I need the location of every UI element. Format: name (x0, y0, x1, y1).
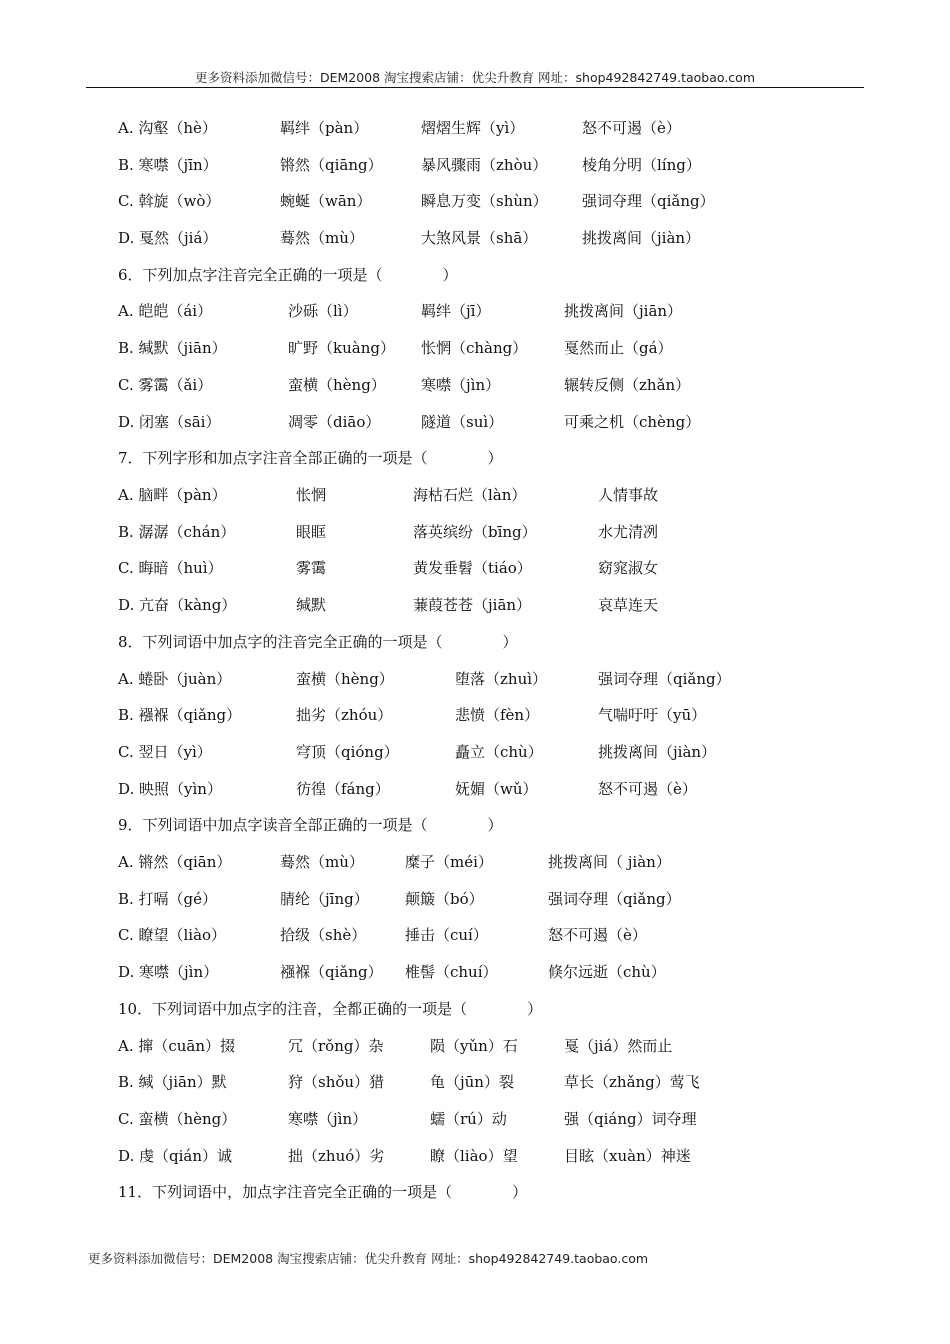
option-item: 戛然而止（gá） (564, 339, 673, 357)
option-item: 妩媚（wǔ） (455, 780, 538, 798)
option-row (0, 117, 950, 143)
option-item: 强（qiáng）词夺理 (564, 1110, 697, 1128)
option-item-labeled: B. 缄默（jiān） (118, 339, 227, 357)
option-item-labeled: B. 潺潺（chán） (118, 523, 236, 541)
option-item: 人情事故 (598, 486, 659, 504)
option-item-labeled: C. 斡旋（wò） (118, 192, 221, 210)
option-item-labeled: A. 蜷卧（juàn） (118, 670, 232, 688)
option-item: 草长（zhǎng）莺飞 (564, 1073, 700, 1091)
option-row (0, 704, 950, 730)
option-row (0, 227, 950, 253)
option-item-labeled: A. 沟壑（hè） (118, 119, 217, 137)
question-text (118, 447, 503, 468)
option-item: 强词夺理（qiǎng） (548, 890, 681, 908)
option-item: 襁褓（qiǎng） (280, 963, 383, 981)
option-item: 蠕（rú）动 (430, 1110, 507, 1128)
option-item: 拙（zhuó）劣 (288, 1147, 385, 1165)
option-item: 蜿蜒（wān） (280, 192, 372, 210)
option-item: 缄默 (296, 596, 327, 614)
option-item: 挑拨离间（jiàn） (582, 229, 701, 247)
option-item: 捶击（cuí） (405, 926, 488, 944)
option-item: 可乘之机（chèng） (564, 413, 701, 431)
option-item: 倏尔远逝（chù） (548, 963, 666, 981)
option-item-labeled: D. 亢奋（kàng） (118, 596, 237, 614)
option-row (0, 668, 950, 694)
option-row (0, 337, 950, 363)
question-stem (0, 264, 950, 290)
option-item: 蛮横（hèng） (288, 376, 386, 394)
option-item: 黄发垂髫（tiáo） (413, 559, 532, 577)
option-row (0, 190, 950, 216)
question-text (118, 1181, 527, 1202)
option-item-labeled: A. 脑畔（pàn） (118, 486, 227, 504)
option-row (0, 374, 950, 400)
option-item: 椎髻（chuí） (405, 963, 498, 981)
option-item: 隧道（suì） (421, 413, 504, 431)
option-item: 戛（jiá）然而止 (564, 1037, 673, 1055)
option-item: 锵然（qiāng） (280, 156, 383, 174)
option-item: 蒹葭苍苍（jiān） (413, 596, 532, 614)
question-prompt: 9．下列词语中加点字读音全部正确的一项是（ (118, 816, 428, 834)
option-item: 强词夺理（qiǎng） (582, 192, 715, 210)
question-paren-close: ） (502, 633, 518, 651)
question-prompt: 7．下列字形和加点字注音全部正确的一项是（ (118, 449, 428, 467)
option-item: 颠簸（bó） (405, 890, 484, 908)
option-item-labeled: D. 戛然（jiá） (118, 229, 218, 247)
option-item-labeled: C. 瞭望（liào） (118, 926, 227, 944)
question-prompt: 11．下列词语中，加点字注音完全正确的一项是（ (118, 1183, 453, 1201)
question-paren-close: ） (442, 266, 458, 284)
option-row (0, 411, 950, 437)
question-text (118, 814, 503, 835)
option-item-labeled: C. 晦暗（huì） (118, 559, 223, 577)
option-item: 凋零（diāo） (288, 413, 381, 431)
option-item-labeled: B. 缄（jiān）默 (118, 1073, 227, 1091)
option-item: 蛮横（hèng） (296, 670, 394, 688)
option-item: 寒噤（jìn） (421, 376, 501, 394)
option-row (0, 888, 950, 914)
option-item: 狩（shǒu）猎 (288, 1073, 385, 1091)
option-item-labeled: A. 皑皑（ái） (118, 302, 213, 320)
option-item: 棱角分明（líng） (582, 156, 701, 174)
option-item: 拙劣（zhóu） (296, 706, 393, 724)
option-item: 蓦然（mù） (280, 229, 364, 247)
option-item-labeled: C. 雾霭（ǎi） (118, 376, 213, 394)
option-item: 海枯石烂（làn） (413, 486, 527, 504)
option-row (0, 1071, 950, 1097)
option-item-labeled: B. 寒噤（jīn） (118, 156, 218, 174)
option-item-labeled: A. 撺（cuān）掇 (118, 1037, 236, 1055)
option-row (0, 778, 950, 804)
option-row (0, 521, 950, 547)
option-item: 窈窕淑女 (598, 559, 659, 577)
option-item: 瞭（liào）望 (430, 1147, 518, 1165)
option-item: 落英缤纷（bīng） (413, 523, 537, 541)
option-item: 彷徨（fáng） (296, 780, 390, 798)
option-item: 穹顶（qióng） (296, 743, 399, 761)
option-row (0, 484, 950, 510)
question-stem (0, 631, 950, 657)
option-item: 龟（jūn）裂 (430, 1073, 514, 1091)
option-item: 羁绊（jī） (421, 302, 491, 320)
option-item: 蓦然（mù） (280, 853, 364, 871)
option-item: 大煞风景（shā） (421, 229, 538, 247)
option-item-labeled: D. 虔（qián）诚 (118, 1147, 233, 1165)
header-rule (86, 87, 864, 88)
question-paren-close: ） (527, 1000, 543, 1018)
option-item: 熠熠生辉（yì） (421, 119, 525, 137)
option-item: 挑拨离间（jiàn） (598, 743, 717, 761)
option-item-labeled: A. 锵然（qiān） (118, 853, 232, 871)
question-stem (0, 998, 950, 1024)
question-prompt: 8．下列词语中加点字的注音完全正确的一项是（ (118, 633, 443, 651)
option-item: 怅惘（chàng） (421, 339, 528, 357)
option-item: 辗转反侧（zhǎn） (564, 376, 691, 394)
option-item: 腈纶（jīng） (280, 890, 369, 908)
page-footer: 更多资料添加微信号：DEM2008 淘宝搜索店铺：优尖升教育 网址：shop492842749.taobao.com (88, 1251, 649, 1266)
option-item-labeled: D. 映照（yìn） (118, 780, 222, 798)
option-item-labeled: D. 寒噤（jìn） (118, 963, 219, 981)
option-row (0, 961, 950, 987)
option-item: 矗立（chù） (455, 743, 543, 761)
option-item: 眼眶 (296, 523, 327, 541)
option-item: 怅惘 (296, 486, 327, 504)
option-item: 冗（rǒng）杂 (288, 1037, 384, 1055)
question-text (118, 631, 518, 652)
option-item: 堕落（zhuì） (455, 670, 548, 688)
option-row (0, 154, 950, 180)
option-row (0, 1035, 950, 1061)
page-header: 更多资料添加微信号：DEM2008 淘宝搜索店铺：优尖升教育 网址：shop492842749.taobao.com (194, 70, 756, 85)
option-row (0, 1145, 950, 1171)
option-item: 目眩（xuàn）神迷 (564, 1147, 691, 1165)
question-stem (0, 1181, 950, 1207)
option-row (0, 557, 950, 583)
option-item: 旷野（kuàng） (288, 339, 395, 357)
question-prompt: 10．下列词语中加点字的注音，全都正确的一项是（ (118, 1000, 468, 1018)
option-row (0, 851, 950, 877)
question-prompt: 6．下列加点字注音完全正确的一项是（ (118, 266, 383, 284)
question-text (118, 264, 458, 285)
option-row (0, 741, 950, 767)
question-stem (0, 447, 950, 473)
option-item-labeled: B. 打嗝（gé） (118, 890, 218, 908)
option-item: 怒不可遏（è） (548, 926, 647, 944)
option-item: 陨（yǔn）石 (430, 1037, 518, 1055)
option-item: 瞬息万变（shùn） (421, 192, 548, 210)
option-item: 强词夺理（qiǎng） (598, 670, 731, 688)
option-item: 羁绊（pàn） (280, 119, 369, 137)
option-item: 挑拨离间（jiān） (564, 302, 683, 320)
option-item-labeled: C. 翌日（yì） (118, 743, 212, 761)
option-row (0, 300, 950, 326)
option-row (0, 924, 950, 950)
option-item-labeled: B. 襁褓（qiǎng） (118, 706, 242, 724)
option-row (0, 594, 950, 620)
option-item: 怒不可遏（è） (598, 780, 697, 798)
question-stem (0, 814, 950, 840)
option-item: 怒不可遏（è） (582, 119, 681, 137)
option-item: 哀草连天 (598, 596, 659, 614)
question-paren-close: ） (512, 1183, 528, 1201)
option-item: 糜子（méi） (405, 853, 493, 871)
option-item-labeled: D. 闭塞（sāi） (118, 413, 221, 431)
option-item: 挑拨离间（ jiàn） (548, 853, 671, 871)
question-paren-close: ） (487, 449, 503, 467)
option-row (0, 1108, 950, 1134)
option-item: 悲愤（fèn） (455, 706, 540, 724)
option-item: 寒噤（jìn） (288, 1110, 368, 1128)
option-item-labeled: C. 蛮横（hèng） (118, 1110, 237, 1128)
option-item: 气喘吁吁（yū） (598, 706, 707, 724)
question-text (118, 998, 542, 1019)
option-item: 拾级（shè） (280, 926, 367, 944)
option-item: 沙砾（lì） (288, 302, 358, 320)
option-item: 雾霭 (296, 559, 327, 577)
option-item: 暴风骤雨（zhòu） (421, 156, 548, 174)
option-item: 水尤清冽 (598, 523, 659, 541)
question-paren-close: ） (487, 816, 503, 834)
